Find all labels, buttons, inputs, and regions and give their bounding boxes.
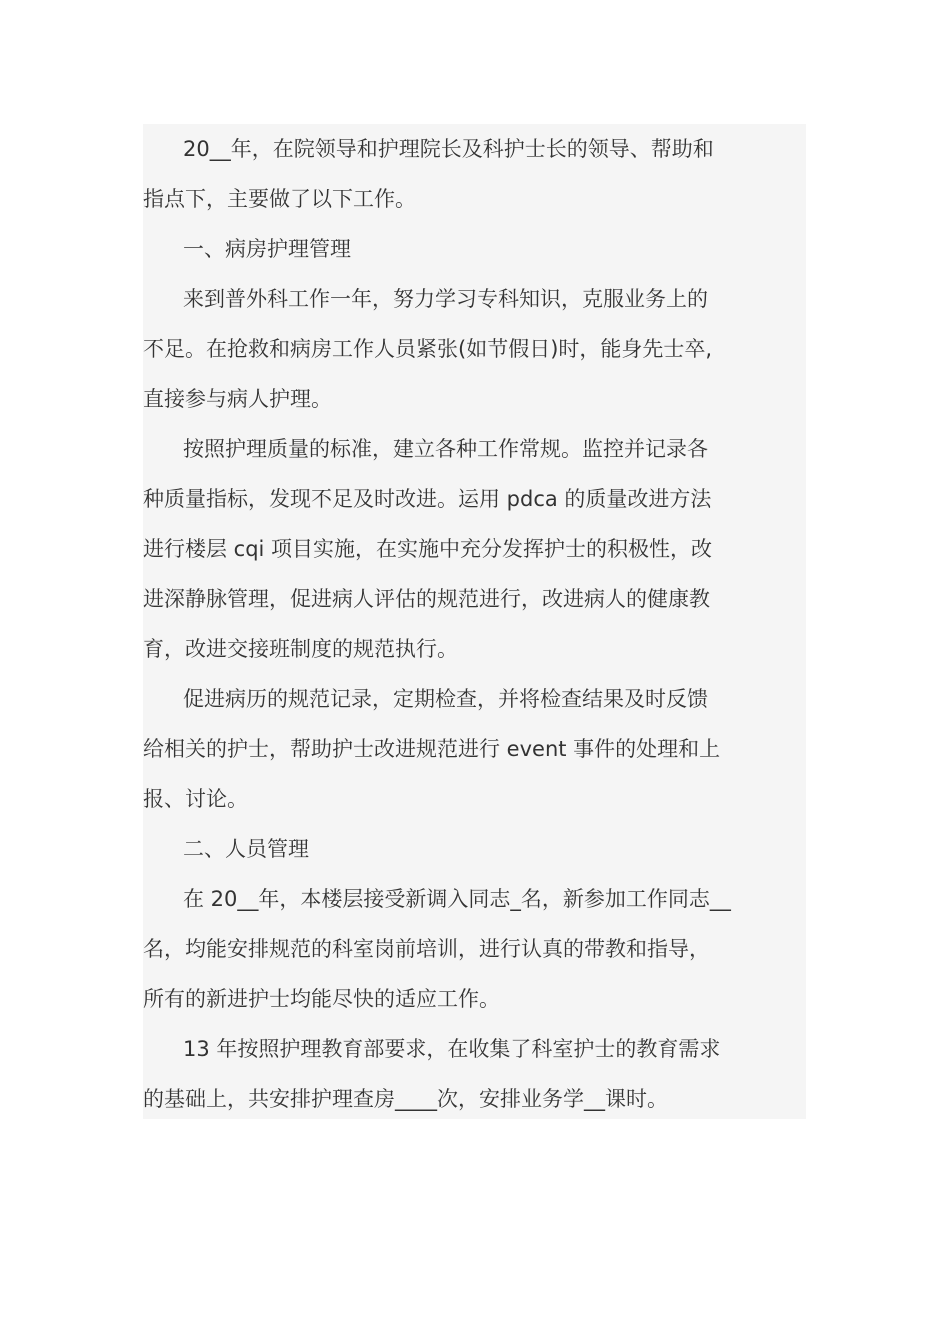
paragraph-education-plan [143,1024,823,1124]
text-line: 进行楼层 cqi 项目实施，在实施中充分发挥护士的积极性，改 [143,537,713,561]
heading-line: 一、病房护理管理 [183,237,351,261]
text-line: 不足。在抢救和病房工作人员紧张(如节假日)时，能身先士卒, [143,337,713,361]
document-text-block [143,124,806,1119]
heading-line: 二、人员管理 [183,837,309,861]
section-heading-ward-management [143,224,823,274]
text-line: 种质量指标，发现不足及时改进。运用 pdca 的质量改进方法 [143,487,712,511]
text-line: 所有的新进护士均能尽快的适应工作。 [143,987,500,1011]
text-line: 育，改进交接班制度的规范执行。 [143,637,458,661]
text-line: 进深静脉管理，促进病人评估的规范进行，改进病人的健康教 [143,587,710,611]
paragraph-quality-standards [143,424,823,674]
text-line: 给相关的护士，帮助护士改进规范进行 event 事件的处理和上 [143,737,721,761]
text-line: 按照护理质量的标准，建立各种工作常规。监控并记录各 [183,437,708,461]
text-line: 促进病历的规范记录，定期检查，并将检查结果及时反馈 [183,687,708,711]
text-line: 来到普外科工作一年，努力学习专科知识，克服业务上的 [183,287,708,311]
text-line: 直接参与病人护理。 [143,387,332,411]
paragraph-medical-records [143,674,823,824]
paragraph-new-staff [143,874,823,1024]
paragraph-surgery-work [143,274,823,424]
text-line: 在 20__年，本楼层接受新调入同志_名，新参加工作同志__ [183,887,731,911]
section-heading-staff-management [143,824,823,874]
paragraph-intro [143,124,823,224]
text-line: 的基础上，共安排护理查房____次，安排业务学__课时。 [143,1087,668,1111]
text-line: 名，均能安排规范的科室岗前培训，进行认真的带教和指导， [143,937,710,961]
text-line: 13 年按照护理教育部要求，在收集了科室护士的教育需求 [183,1037,721,1061]
text-line: 20__年，在院领导和护理院长及科护士长的领导、帮助和 [183,137,714,161]
text-line: 报、讨论。 [143,787,248,811]
text-line: 指点下，主要做了以下工作。 [143,187,416,211]
